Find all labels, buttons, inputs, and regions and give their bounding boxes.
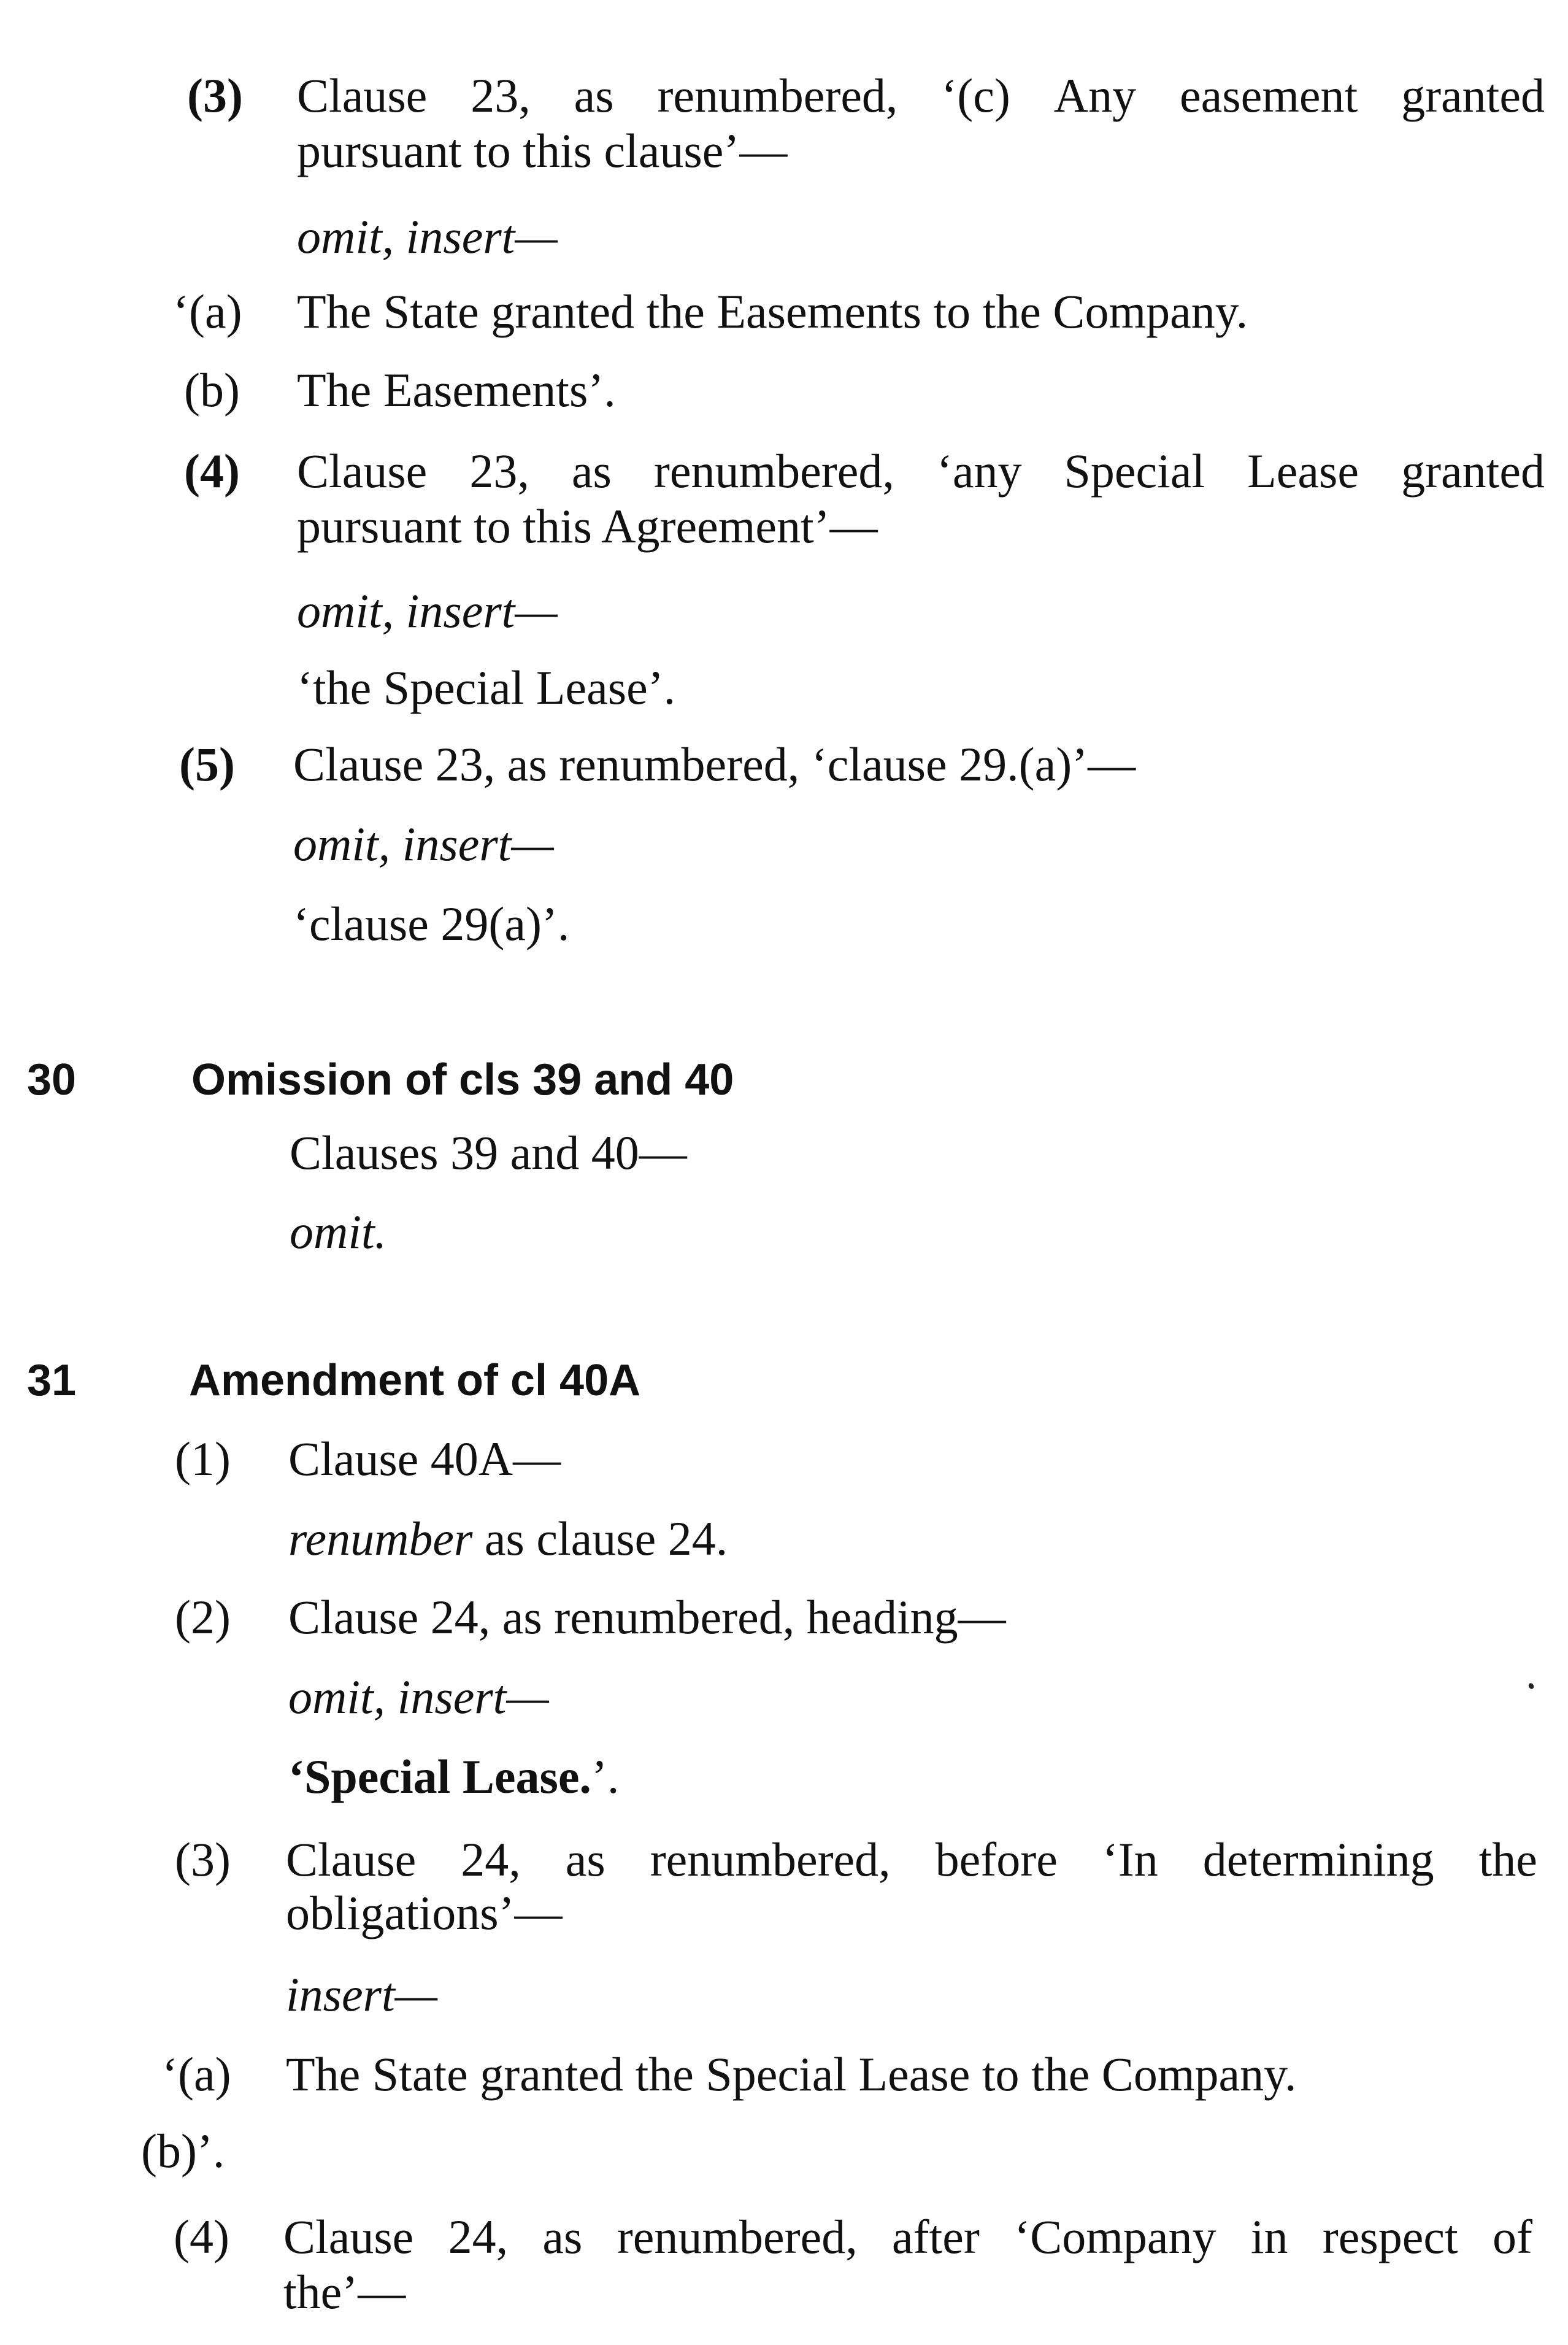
paragraph-text: The State granted the Easements to the Company. bbox=[297, 285, 1248, 338]
amendment-instruction: insert— bbox=[286, 1968, 438, 2021]
paragraph-number: ‘(a) bbox=[162, 2047, 231, 2101]
paragraph-number: ‘(a) bbox=[173, 285, 242, 338]
replacement-text: ‘the Special Lease’. bbox=[297, 661, 676, 714]
replacement-heading bbox=[288, 1749, 619, 1805]
amendment-instruction: omit, insert— bbox=[293, 817, 554, 871]
word: as bbox=[571, 444, 612, 498]
replacement-heading-bold: ‘Special Lease. bbox=[288, 1750, 591, 1803]
word: ‘(c) bbox=[941, 69, 1010, 122]
word: after bbox=[892, 2210, 980, 2263]
word: before bbox=[935, 1833, 1058, 1886]
word: Special bbox=[1064, 444, 1205, 498]
word: renumbered, bbox=[657, 69, 898, 122]
subsection-number: (2) bbox=[175, 1590, 231, 1644]
amendment-instruction bbox=[288, 1511, 728, 1567]
subsection-number: (3) bbox=[187, 69, 243, 122]
section-number: 30 bbox=[27, 1055, 77, 1104]
subsection-text: Clause 24, as renumbered, heading— bbox=[288, 1590, 1006, 1644]
subsection-31-3-line-2: obligations’— bbox=[286, 1886, 563, 1939]
word: respect bbox=[1322, 2210, 1458, 2263]
word: renumbered, bbox=[617, 2210, 858, 2263]
amendment-instruction: omit, insert— bbox=[297, 210, 558, 263]
subsection-number: (1) bbox=[175, 1432, 231, 1485]
subsection-number: (5) bbox=[179, 737, 235, 791]
word: ‘Company bbox=[1014, 2210, 1216, 2263]
word: as bbox=[565, 1833, 605, 1886]
paragraph-number: (b) bbox=[184, 363, 240, 417]
subsection-number: (4) bbox=[184, 444, 240, 498]
word: 23, bbox=[471, 69, 531, 122]
word: ‘In bbox=[1102, 1833, 1158, 1886]
replacement-text: ‘clause 29(a)’. bbox=[293, 897, 570, 950]
subsection-text: Clause 40A— bbox=[288, 1432, 561, 1485]
subsection-31-4-line-1 bbox=[283, 2209, 1532, 2265]
subsection-4-line-1 bbox=[297, 443, 1545, 499]
replacement-heading-rest: ’. bbox=[591, 1750, 620, 1803]
word: granted bbox=[1401, 444, 1545, 498]
section-30-text: Clauses 39 and 40— bbox=[290, 1126, 687, 1179]
paragraph-text: (b)’. bbox=[141, 2124, 225, 2178]
word: 24, bbox=[448, 2210, 509, 2263]
word: in bbox=[1250, 2210, 1288, 2263]
word: of bbox=[1492, 2210, 1532, 2263]
paragraph-text: The Easements’. bbox=[297, 363, 616, 417]
subsection-31-4-line-2: the’— bbox=[283, 2265, 406, 2319]
subsection-3-line-2: pursuant to this clause’— bbox=[297, 124, 788, 177]
word: renumbered, bbox=[653, 444, 894, 498]
scan-speck bbox=[1528, 1682, 1535, 1690]
word: renumbered, bbox=[650, 1833, 891, 1886]
word: Any bbox=[1053, 69, 1137, 122]
word: granted bbox=[1401, 69, 1545, 122]
word: easement bbox=[1180, 69, 1358, 122]
word: 23, bbox=[469, 444, 529, 498]
subsection-4-line-2: pursuant to this Agreement’— bbox=[297, 499, 878, 553]
instruction-verb: renumber bbox=[288, 1512, 473, 1565]
section-number: 31 bbox=[27, 1356, 77, 1405]
subsection-31-3-line-1 bbox=[286, 1831, 1537, 1888]
subsection-number: (3) bbox=[175, 1833, 231, 1886]
section-heading: Omission of cls 39 and 40 bbox=[191, 1055, 734, 1104]
word: as bbox=[542, 2210, 583, 2263]
subsection-number: (4) bbox=[174, 2210, 229, 2263]
word: Clause bbox=[283, 2210, 414, 2263]
subsection-5-line-1: Clause 23, as renumbered, ‘clause 29.(a)’— bbox=[293, 737, 1136, 791]
amendment-instruction: omit. bbox=[290, 1205, 387, 1258]
word: Clause bbox=[297, 69, 428, 122]
subsection-3-line-1 bbox=[297, 67, 1545, 124]
word: Clause bbox=[297, 444, 428, 498]
instruction-rest: as clause 24. bbox=[472, 1512, 728, 1565]
word: Clause bbox=[286, 1833, 417, 1886]
section-heading: Amendment of cl 40A bbox=[189, 1356, 641, 1405]
paragraph-text: The State granted the Special Lease to the Company. bbox=[286, 2047, 1297, 2101]
word: as bbox=[574, 69, 614, 122]
word: determining bbox=[1202, 1833, 1434, 1886]
word: 24, bbox=[461, 1833, 521, 1886]
word: ‘any bbox=[936, 444, 1022, 498]
word: Lease bbox=[1247, 444, 1359, 498]
word: the bbox=[1478, 1833, 1537, 1886]
amendment-instruction: omit, insert— bbox=[288, 1670, 549, 1723]
amendment-instruction: omit, insert— bbox=[297, 584, 558, 637]
